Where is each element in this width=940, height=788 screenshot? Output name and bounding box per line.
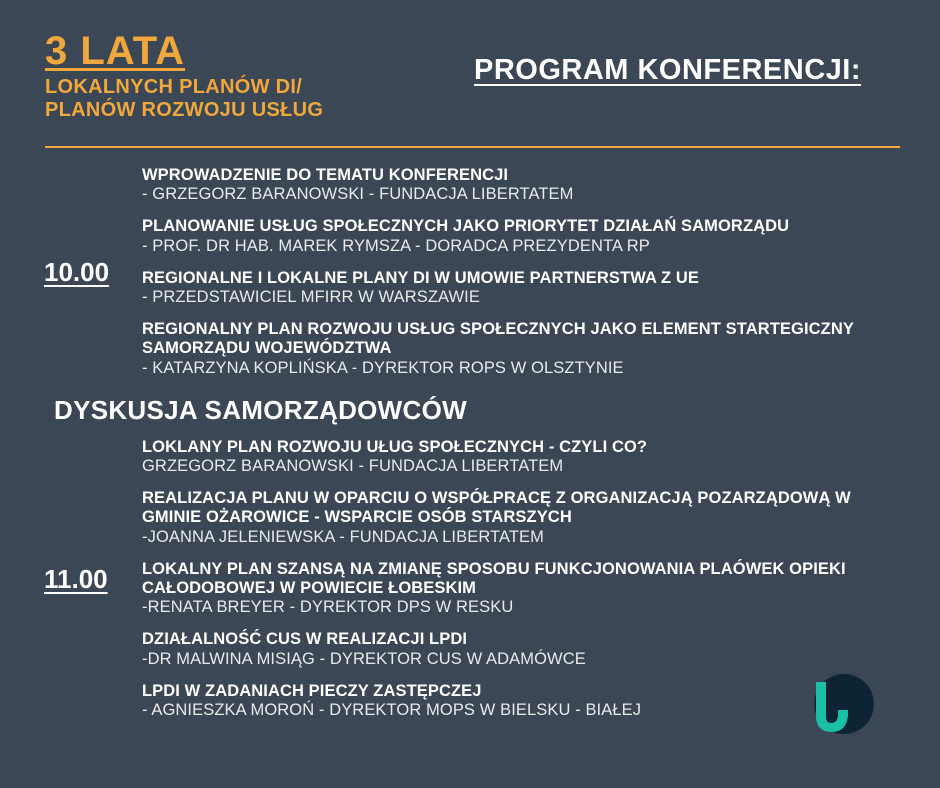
brand-block (45, 30, 435, 122)
item-speaker: - AGNIESZKA MOROŃ - DYREKTOR MOPS W BIELSKU - BIAŁEJ (142, 701, 642, 719)
time-column (42, 257, 142, 288)
brand-subline-2: PLANÓW ROZWOJU USŁUG (45, 99, 324, 121)
item-title: REALIZACJA PLANU W OPARCIU O WSPÓŁPRACĘ Z ORGANIZACJĄ POZARZĄDOWĄ W GMINIE OŻAROWICE - WSPARCIE OSÓB STARSZYCH (142, 488, 851, 527)
session-items (142, 438, 910, 721)
item-speaker: - KATARZYNA KOPLIŃSKA - DYREKTOR ROPS W OLSZTYNIE (142, 358, 624, 377)
session-time: 11.00 (44, 563, 108, 594)
agenda (0, 148, 940, 721)
list-item (142, 682, 910, 721)
item-speaker: -DR MALWINA MISIĄG - DYREKTOR CUS W ADAMÓWCE (142, 649, 586, 668)
item-speaker: GRZEGORZ BARANOWSKI - FUNDACJA LIBERTATEM (142, 457, 564, 475)
list-item (142, 166, 910, 205)
time-column (42, 564, 142, 595)
page-title: PROGRAM KONFERENCJI: (473, 54, 861, 86)
agenda-block-1100 (42, 438, 910, 721)
agenda-block-1000 (42, 166, 910, 379)
section-heading-discussion: DYSKUSJA SAMORZĄDOWCÓW (54, 394, 467, 425)
item-title: WPROWADZENIE DO TEMATU KONFERENCJI (142, 166, 509, 184)
item-title: PLANOWANIE USŁUG SPOŁECZNYCH JAKO PRIORYTET DZIAŁAŃ SAMORZĄDU (142, 217, 790, 236)
session-time: 10.00 (44, 256, 110, 287)
poster-header (0, 0, 940, 140)
list-item (142, 560, 910, 619)
list-item (142, 630, 910, 669)
list-item (142, 217, 910, 256)
list-item (142, 320, 910, 379)
item-title: REGIONALNY PLAN ROZWOJU USŁUG SPOŁECZNYCH JAKO ELEMENT STARTEGICZNY SAMORZĄDU WOJEWÓDZTWA (142, 319, 854, 358)
item-title: DZIAŁALNOŚĆ CUS W REALIZACJI LPDI (142, 630, 468, 649)
item-speaker: -JOANNA JELENIEWSKA - FUNDACJA LIBERTATEM (142, 527, 545, 546)
item-speaker: - GRZEGORZ BARANOWSKI - FUNDACJA LIBERTATEM (142, 185, 574, 204)
brand-headline: 3 LATA (45, 29, 186, 73)
list-item (142, 269, 910, 308)
item-title: LOKALNY PLAN SZANSĄ NA ZMIANĘ SPOSOBU FUNKCJONOWANIA PLAÓWEK OPIEKI CAŁODOBOWEJ W POWIECIE ŁOBESKIM (142, 559, 846, 597)
session-items (142, 166, 910, 379)
item-title: LPDI W ZADANIACH PIECZY ZASTĘPCZEJ (142, 681, 482, 700)
libertatem-logo (796, 666, 882, 746)
item-speaker: -RENATA BREYER - DYREKTOR DPS W RESKU (142, 598, 514, 617)
item-title: LOKLANY PLAN ROZWOJU UŁUG SPOŁECZNYCH - CZYLI CO? (142, 437, 648, 456)
list-item (142, 489, 910, 548)
item-speaker: - PRZEDSTAWICIEL MFIRR W WARSZAWIE (142, 288, 480, 306)
item-title: REGIONALNE I LOKALNE PLANY DI W UMOWIE PARTNERSTWA Z UE (142, 268, 700, 287)
list-item (142, 438, 910, 477)
brand-subline-1: LOKALNYCH PLANÓW DI/ (45, 76, 303, 98)
item-speaker: - PROF. DR HAB. MAREK RYMSZA - DORADCA PREZYDENTA RP (142, 236, 650, 255)
